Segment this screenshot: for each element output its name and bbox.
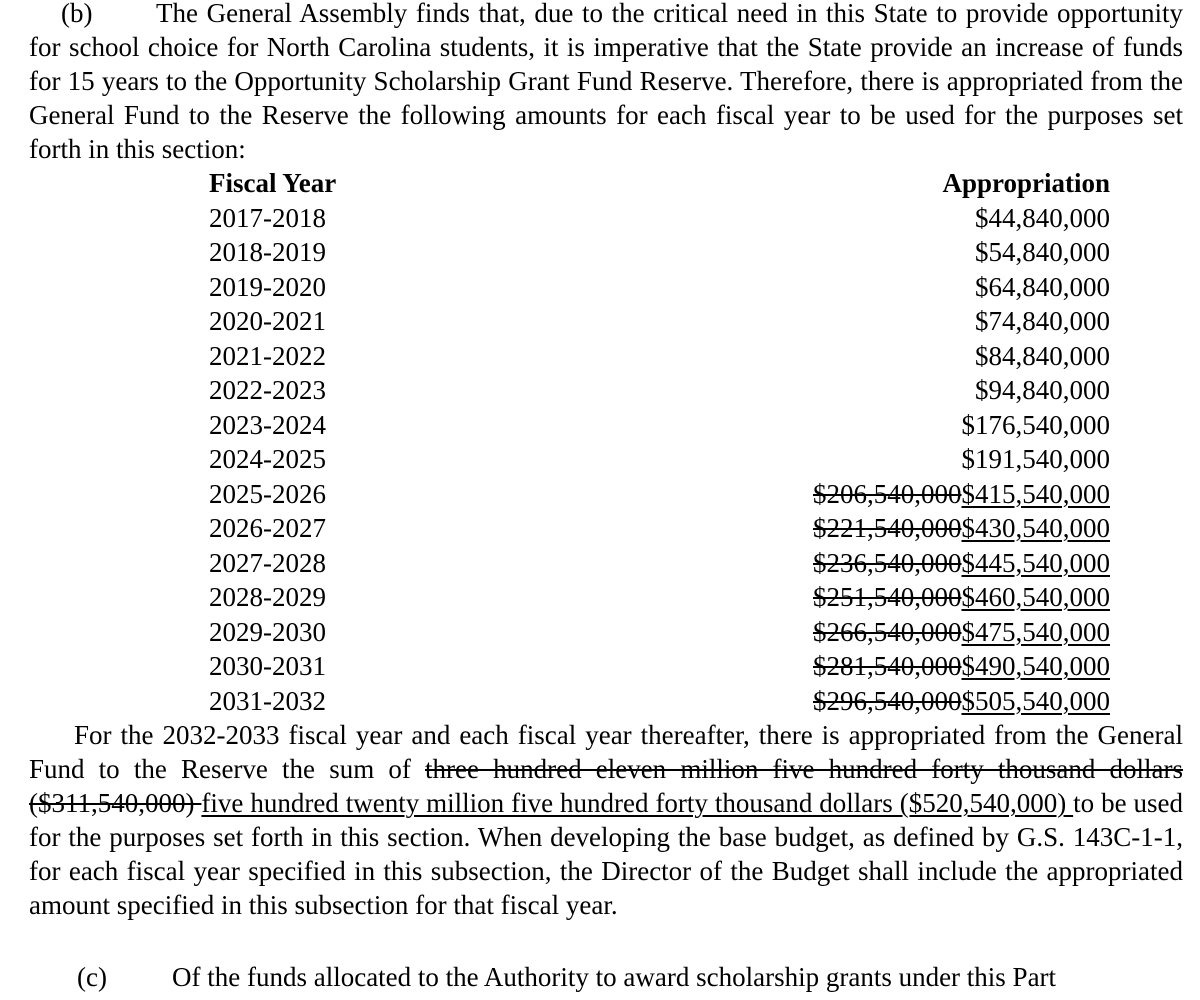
inserted-amount: $505,540,000 xyxy=(961,685,1110,716)
deleted-amount: $251,540,000 xyxy=(813,582,962,612)
fiscal-year-cell: 2019-2020 xyxy=(209,271,326,302)
appropriation-cell xyxy=(813,511,1110,546)
table-row xyxy=(29,580,1183,615)
appropriation-cell xyxy=(975,339,1110,374)
appropriation-cell xyxy=(975,304,1110,339)
inserted-amount: $415,540,000 xyxy=(961,478,1110,509)
subsection-c-label: (c) xyxy=(77,962,107,992)
inserted-amount: $460,540,000 xyxy=(961,582,1110,612)
appropriation-table xyxy=(29,166,1183,718)
table-header-row xyxy=(29,166,1183,201)
deleted-amount: $206,540,000 xyxy=(813,478,962,509)
amount: $94,840,000 xyxy=(975,375,1110,405)
inserted-amount: $475,540,000 xyxy=(961,616,1110,647)
fiscal-year-cell: 2020-2021 xyxy=(209,306,326,336)
deleted-amount: $266,540,000 xyxy=(813,616,962,647)
subsection-c-text: Of the funds allocated to the Authority to award scholarship grants under this Part xyxy=(172,962,1057,992)
table-row xyxy=(29,477,1183,512)
appropriation-cell xyxy=(975,373,1110,408)
inserted-amount: $430,540,000 xyxy=(961,513,1110,543)
amount: $191,540,000 xyxy=(961,444,1110,474)
subsection-b-text: The General Assembly finds that, due to the critical need in this State to provide opportunity for school choice for North Carolina students, it is imperative that the State provide an increase of funds for 15 years to the Opportunity Scholarship Grant Fund Reserve. Therefore, there is appropriated from the General Fund to the Reserve the following amounts for each fiscal year to be used for the purposes set forth in this section: xyxy=(29,0,1183,164)
deleted-amount: $236,540,000 xyxy=(813,547,962,578)
table-row xyxy=(29,201,1183,236)
table-row xyxy=(29,511,1183,546)
amount: $44,840,000 xyxy=(975,202,1110,233)
deleted-amount: $221,540,000 xyxy=(813,513,962,543)
subsection-b-paragraph xyxy=(29,0,1183,166)
appropriation-cell xyxy=(975,235,1110,270)
table-row xyxy=(29,546,1183,581)
document-page xyxy=(29,0,1183,922)
inserted-amount: $490,540,000 xyxy=(961,651,1110,681)
fiscal-year-header: Fiscal Year xyxy=(209,168,337,198)
table-row xyxy=(29,373,1183,408)
fiscal-year-cell: 2018-2019 xyxy=(209,237,326,267)
table-row xyxy=(29,615,1183,650)
appropriation-header: Appropriation xyxy=(942,168,1110,198)
table-row xyxy=(29,235,1183,270)
table-row xyxy=(29,684,1183,719)
fiscal-year-cell: 2028-2029 xyxy=(209,582,326,612)
final-paragraph xyxy=(29,718,1183,922)
final-paragraph-after: to be used for the purposes set forth in this section. When developing the base budget, as defined by G.S. 143C-1-1, for each fiscal year specified in this subsection, the Director of the Budget shall include the appropriated amount specified in this subsection for that fiscal year. xyxy=(29,788,1183,920)
appropriation-cell xyxy=(813,477,1110,512)
appropriation-cell xyxy=(813,580,1110,615)
fiscal-year-cell: 2024-2025 xyxy=(209,444,326,474)
table-row xyxy=(29,649,1183,684)
fiscal-year-cell: 2026-2027 xyxy=(209,513,326,543)
amount: $176,540,000 xyxy=(961,409,1110,440)
fiscal-year-cell: 2022-2023 xyxy=(209,375,326,405)
final-paragraph-before: For the 2032-2033 fiscal year and each fiscal year thereafter, there is appropriated from the General Fund to the Reserve the sum of xyxy=(29,720,1183,784)
subsection-b-label: (b) xyxy=(61,0,93,28)
table-row xyxy=(29,339,1183,374)
appropriation-cell xyxy=(962,442,1111,477)
amount: $54,840,000 xyxy=(975,237,1110,267)
amount: $84,840,000 xyxy=(975,340,1110,371)
deleted-amount: $281,540,000 xyxy=(813,651,962,681)
table-row xyxy=(29,304,1183,339)
fiscal-year-cell: 2017-2018 xyxy=(209,202,326,233)
appropriation-cell xyxy=(813,649,1110,684)
appropriation-cell xyxy=(813,615,1110,650)
table-row xyxy=(29,270,1183,305)
fiscal-year-cell: 2030-2031 xyxy=(209,651,326,681)
amount: $74,840,000 xyxy=(975,306,1110,336)
inserted-sum-text: five hundred twenty million five hundred forty thousand dollars ($520,540,000) xyxy=(201,788,1074,818)
fiscal-year-cell: 2027-2028 xyxy=(209,547,326,578)
table-row xyxy=(29,408,1183,443)
table-row xyxy=(29,442,1183,477)
inserted-amount: $445,540,000 xyxy=(961,547,1110,578)
fiscal-year-cell: 2021-2022 xyxy=(209,340,326,371)
appropriation-cell xyxy=(813,546,1110,581)
appropriation-cell xyxy=(962,408,1111,443)
deleted-sum-text: three hundred eleven million five hundred forty thousand dollars ($311,540,000) xyxy=(29,754,1184,818)
subsection-c-cut-line xyxy=(29,960,1183,1000)
fiscal-year-cell: 2025-2026 xyxy=(209,478,326,509)
fiscal-year-cell: 2031-2032 xyxy=(209,685,326,716)
fiscal-year-cell: 2023-2024 xyxy=(209,409,326,440)
appropriation-cell xyxy=(813,684,1110,719)
appropriation-cell xyxy=(975,270,1110,305)
table-body xyxy=(29,201,1183,719)
amount: $64,840,000 xyxy=(975,271,1110,302)
deleted-amount: $296,540,000 xyxy=(813,685,962,716)
appropriation-cell xyxy=(975,201,1110,236)
fiscal-year-cell: 2029-2030 xyxy=(209,616,326,647)
